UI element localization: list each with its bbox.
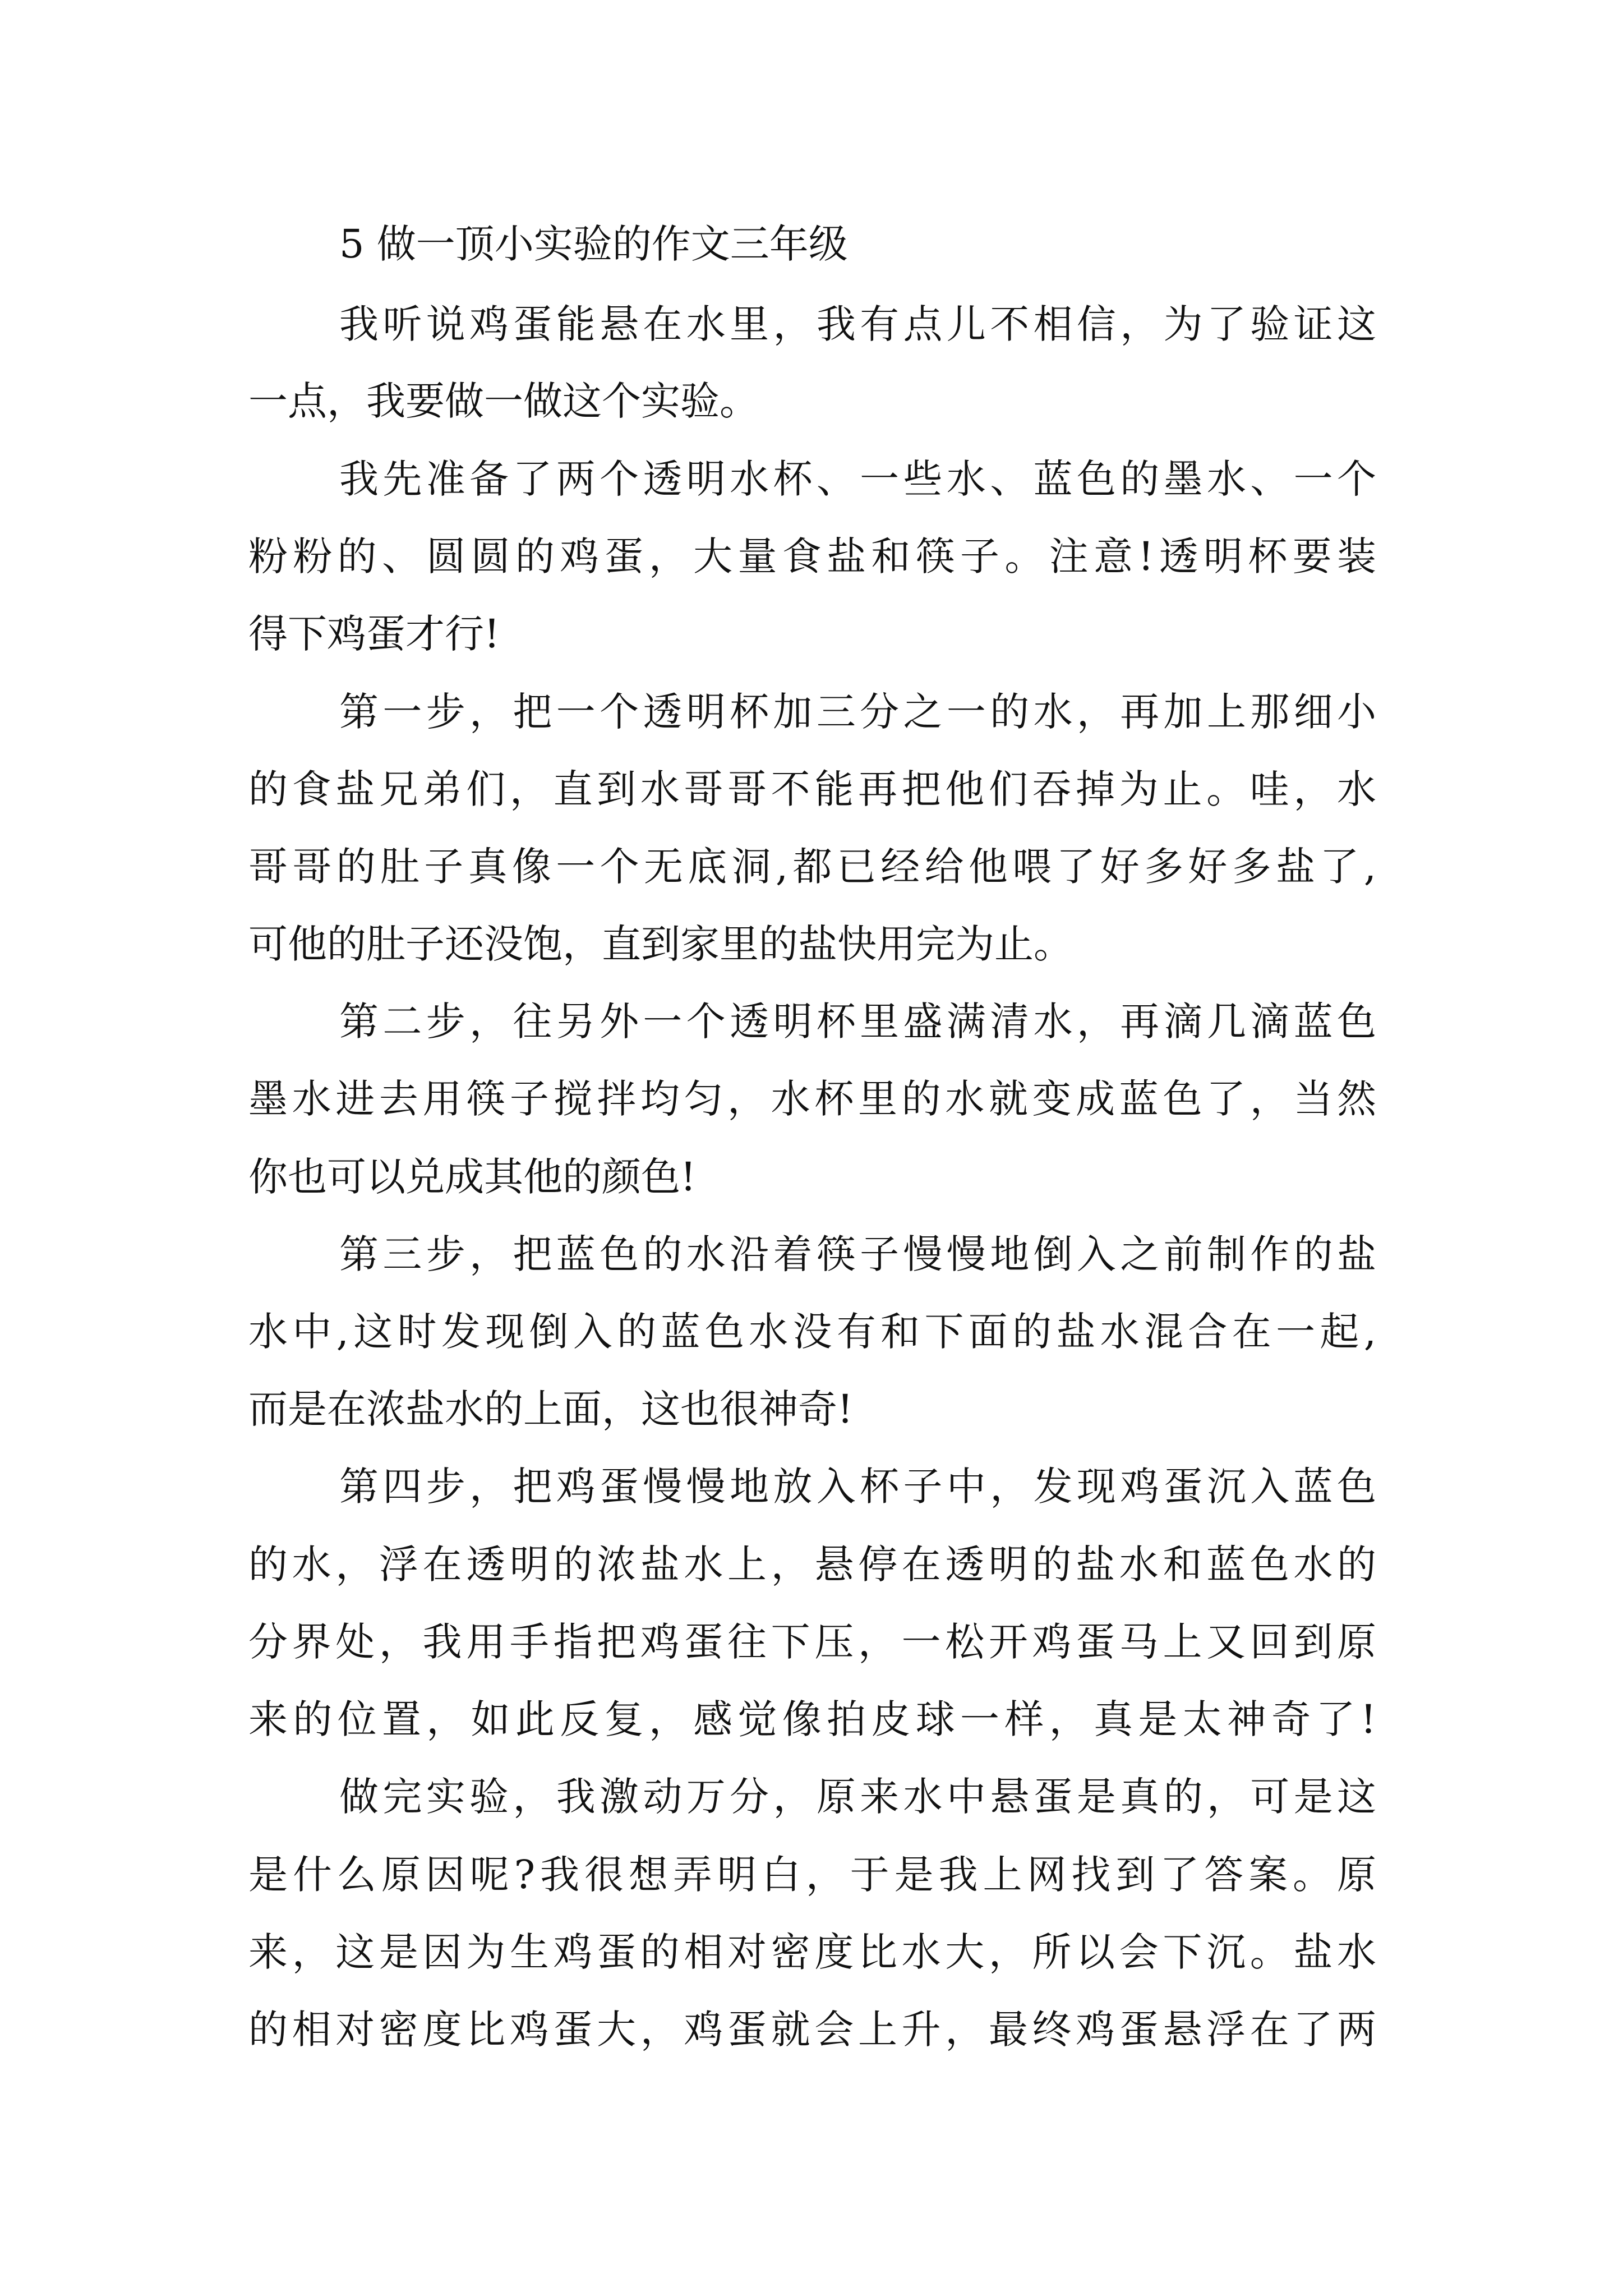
paragraph-7-line-3: 来，这是因为生鸡蛋的相对密度比水大，所以会下沉。盐水 (248, 1929, 1376, 1975)
paragraph-1-line-2: 一点，我要做一做这个实验。 (248, 378, 759, 424)
paragraph-4-line-1: 第二步，往另外一个透明杯里盛满清水，再滴几滴蓝色 (339, 999, 1376, 1045)
paragraph-2-line-3: 得下鸡蛋才行! (248, 611, 500, 657)
paragraph-1-line-1: 我听说鸡蛋能悬在水里，我有点儿不相信，为了验证这 (339, 301, 1376, 347)
paragraph-3-line-1: 第一步，把一个透明杯加三分之一的水，再加上那细小 (339, 689, 1376, 735)
paragraph-5-line-3: 而是在浓盐水的上面，这也很神奇! (248, 1386, 854, 1432)
paragraph-2-line-2: 粉粉的、圆圆的鸡蛋，大量食盐和筷子。注意!透明杯要装 (248, 533, 1376, 579)
paragraph-2-line-1: 我先准备了两个透明水杯、一些水、蓝色的墨水、一个 (339, 456, 1376, 502)
paragraph-6-line-2: 的水，浮在透明的浓盐水上，悬停在透明的盐水和蓝色水的 (248, 1542, 1376, 1588)
document-title: 5 做一顶小实验的作文三年级 (339, 221, 848, 267)
paragraph-5-line-1: 第三步，把蓝色的水沿着筷子慢慢地倒入之前制作的盐 (339, 1231, 1376, 1277)
paragraph-7-line-2: 是什么原因呢?我很想弄明白，于是我上网找到了答案。原 (248, 1852, 1376, 1898)
paragraph-3-line-2: 的食盐兄弟们，直到水哥哥不能再把他们吞掉为止。哇，水 (248, 766, 1376, 812)
paragraph-7-line-4: 的相对密度比鸡蛋大，鸡蛋就会上升，最终鸡蛋悬浮在了两 (248, 2007, 1376, 2053)
paragraph-3-line-4: 可他的肚子还没饱，直到家里的盐快用完为止。 (248, 921, 1073, 967)
paragraph-6-line-4: 来的位置，如此反复，感觉像拍皮球一样，真是太神奇了! (248, 1696, 1376, 1742)
paragraph-4-line-2: 墨水进去用筷子搅拌均匀，水杯里的水就变成蓝色了，当然 (248, 1076, 1376, 1122)
paragraph-6-line-3: 分界处，我用手指把鸡蛋往下压，一松开鸡蛋马上又回到原 (248, 1619, 1376, 1665)
paragraph-6-line-1: 第四步，把鸡蛋慢慢地放入杯子中，发现鸡蛋沉入蓝色 (339, 1464, 1376, 1510)
paragraph-7-line-1: 做完实验，我激动万分，原来水中悬蛋是真的，可是这 (339, 1774, 1376, 1820)
paragraph-5-line-2: 水中,这时发现倒入的蓝色水没有和下面的盐水混合在一起, (248, 1309, 1376, 1355)
paragraph-3-line-3: 哥哥的肚子真像一个无底洞,都已经给他喂了好多好多盐了, (248, 844, 1376, 890)
paragraph-4-line-3: 你也可以兑成其他的颜色! (248, 1154, 697, 1200)
